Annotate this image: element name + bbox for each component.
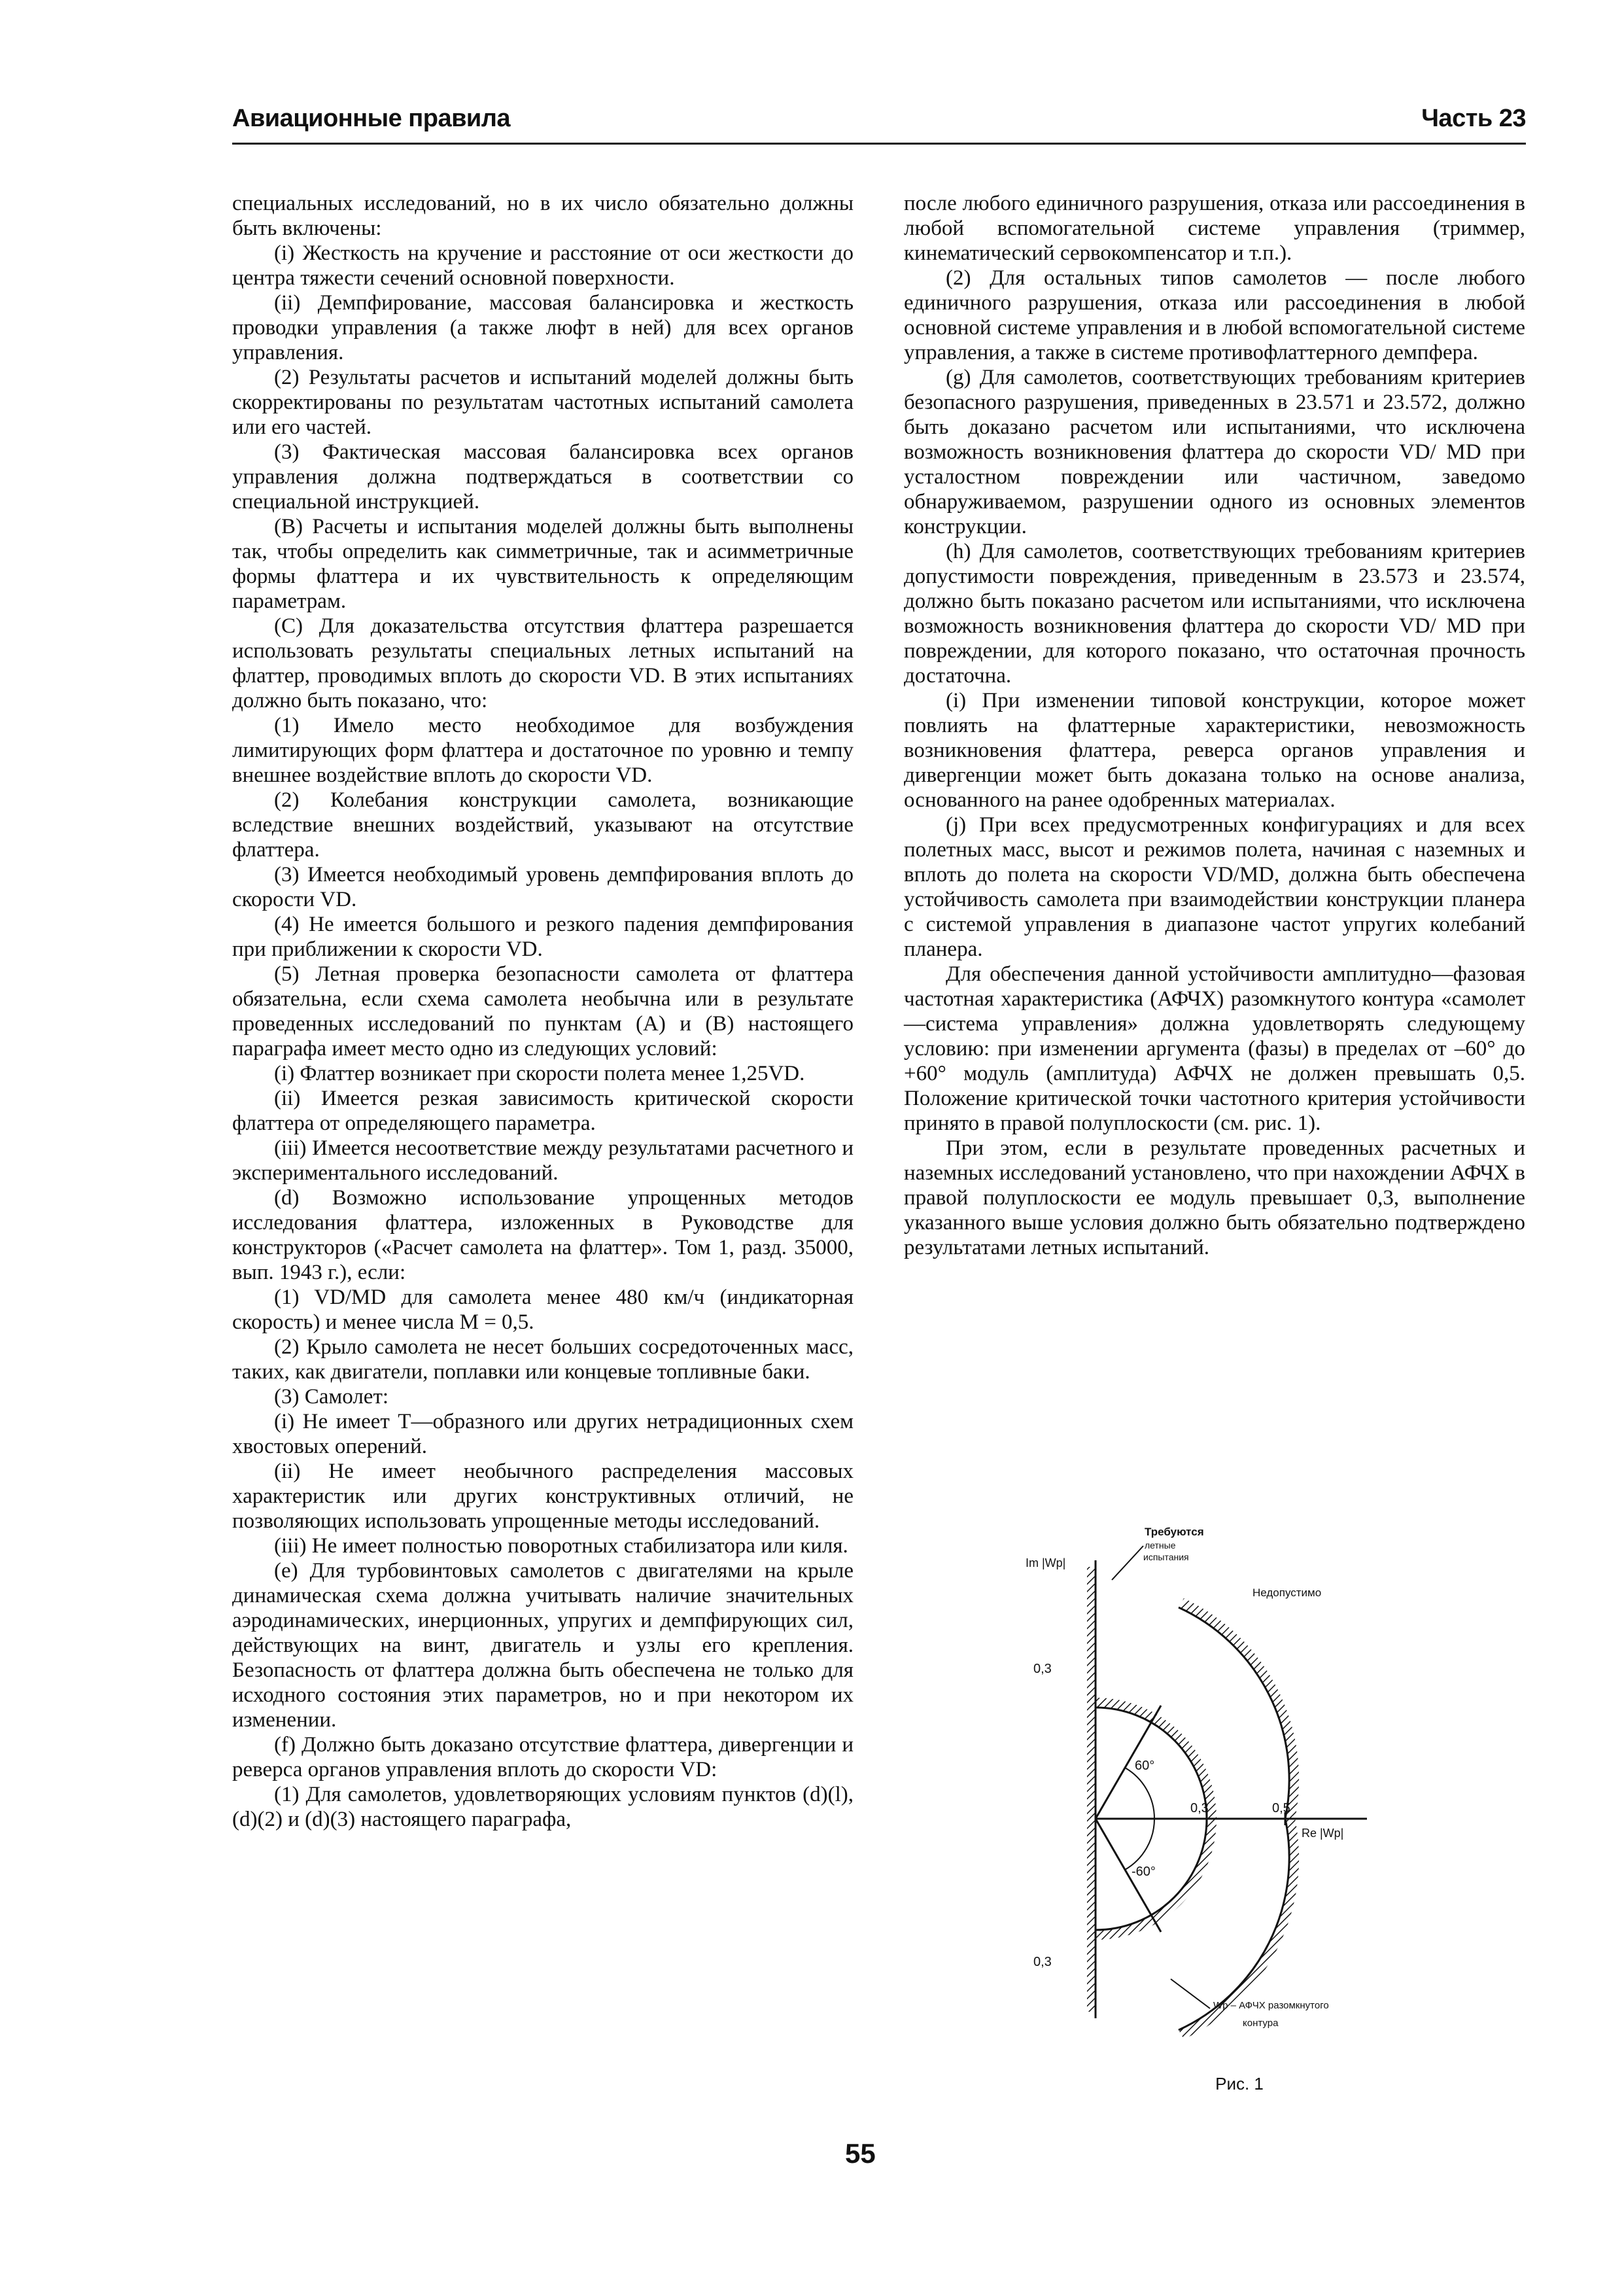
paragraph: (5) Летная проверка безопасности самолета от флаттера обязательна, если схема самолета необычна или в результате проведенных исследований по пунктам (A) и (B) настоящего параграфа имеет место одно из следующих условий:: [232, 962, 854, 1060]
paragraph: (i) Не имеет T—образного или других нетрадиционных схем хвостовых оперений.: [232, 1410, 854, 1458]
paragraph: (j) При всех предусмотренных конфигурациях и для всех полетных масс, высот и режимов полета, начиная с наземных и вплоть до полета на скорости VD/MD, должна быть обеспечена устойчивость самолета при взаимодействии конструкции планера с системой управления в диапазоне частот упругих колебаний планера.: [904, 813, 1525, 961]
paragraph: (3) Фактическая массовая балансировка всех органов управления должна подтверждаться в соответствии со специальной инструкцией.: [232, 440, 854, 514]
page-number: 55: [845, 2138, 876, 2169]
paragraph: (i) Жесткость на кручение и расстояние от оси жесткости до центра тяжести сечений основной поверхности.: [232, 241, 854, 290]
label-minus-60: -60°: [1132, 1865, 1156, 1879]
label-wp-1: Wр – АФЧХ разомкнутого: [1213, 2000, 1329, 2011]
paragraph: (d) Возможно использование упрощенных методов исследования флаттера, изложенных в Руководстве для конструкторов («Расчет самолета на флаттер». Том 1, разд. 35000, вып. 1943 г.), если:: [232, 1186, 854, 1284]
paragraph: (i) Флаттер возникает при скорости полета менее 1,25VD.: [274, 1062, 805, 1085]
label-0-3-lower: 0,3: [1033, 1955, 1052, 1969]
leader-required: [1112, 1546, 1143, 1580]
label-required-1: Требуются: [1145, 1526, 1204, 1538]
paragraph: Для обеспечения данной устойчивости амплитудно—фазовая частотная характеристика (АФЧХ) разомкнутого контура «самолет—система управления» должна удовлетворять следующему условию: при изменении аргумента (фазы) в пределах от –60° до +60° модуль (амплитуда) АФЧХ не должен превышать 0,5. Положение критической точки частотного критерия устойчивости принято в правой полуплоскости (см. рис. 1).: [904, 962, 1525, 1135]
running-header-title: Авиационные правила: [232, 105, 511, 132]
paragraph: (e) Для турбовинтовых самолетов с двигателями на крыле динамическая схема должна учитывать наличие значительных аэродинамических, инерционных, упругих и демпфирующих сил, действующих на винт, двигатель и узлы его крепления. Безопасность от флаттера должна быть обеспечена не только для исходного состояния этих параметров, но и при некотором их изменении.: [232, 1559, 854, 1732]
label-re-axis: Re |Wр|: [1302, 1827, 1344, 1840]
paragraph: (i) При изменении типовой конструкции, которое может повлиять на флаттерные характеристики, невозможность возникновения флаттера, реверса органов управления и дивергенции может быть доказана только на основе анализа, основанного на ранее одобренных материалах.: [904, 689, 1525, 812]
label-60: 60°: [1135, 1759, 1155, 1773]
paragraph: (ii) Не имеет необычного распределения массовых характеристик или других конструктивных отличий, не позволяющих использовать упрощенные методы исследований.: [232, 1460, 854, 1533]
paragraph: При этом, если в результате проведенных расчетных и наземных исследований установлено, что при нахождении АФЧХ в правой полуплоскости ее модуль превышает 0,3, выполнение указанного выше условия должно быть обязательно подтверждено результатами летных испытаний.: [904, 1136, 1525, 1259]
label-unacceptable: Недопустимо: [1253, 1586, 1322, 1599]
paragraph: (2) Колебания конструкции самолета, возникающие вследствие внешних воздействий, указывают на отсутствие флаттера.: [232, 788, 854, 862]
label-required-3: испытания: [1143, 1552, 1189, 1562]
paragraph: (3) Имеется необходимый уровень демпфирования вплоть до скорости VD.: [232, 863, 854, 911]
leader-wp: [1171, 1979, 1210, 2008]
paragraph: (2) Крыло самолета не несет больших сосредоточенных масс, таких, как двигатели, поплавки или концевые топливные баки.: [232, 1335, 854, 1384]
angle-arc-plus-60: [1125, 1768, 1154, 1819]
right-column: [904, 191, 1525, 1260]
label-0-3-upper: 0,3: [1033, 1662, 1052, 1676]
paragraph: (h) Для самолетов, соответствующих требованиям критериев допустимости повреждения, приведенным в 23.573 и 23.574, должно быть показано расчетом или испытаниями, что исключена возможность возникновения флаттера до скорости VD/ MD при повреждении, для которого показано, что остаточная прочность достаточна.: [904, 540, 1525, 688]
label-required-2: летные: [1145, 1540, 1176, 1550]
stability-diagram: [994, 1521, 1491, 2084]
paragraph: (g) Для самолетов, соответствующих требованиям критериев безопасного разрушения, приведенных в 23.571 и 23.572, должно быть доказано расчетом или испытаниями, что исключена возможность возникновения флаттера до скорости VD/ MD при усталостном повреждении или частичном, заведомо обнаруживаемом, разрушении одного из основных элементов конструкции.: [904, 366, 1525, 538]
paragraph: (iii) Имеется несоответствие между результатами расчетного и экспериментального исследований.: [232, 1136, 854, 1185]
axis-hatching: [1087, 1567, 1096, 2012]
angle-arc-minus-60: [1125, 1819, 1154, 1870]
paragraph: (3) Самолет:: [274, 1385, 389, 1409]
paragraph: (C) Для доказательства отсутствия флаттера разрешается использовать результаты специальных летных испытаний на флаттер, проводимых вплоть до скорости VD. В этих испытаниях должно быть показано, что:: [232, 614, 854, 712]
label-im-axis: Im |Wр|: [1026, 1556, 1066, 1569]
left-column: [232, 191, 854, 1832]
paragraph: (2) Результаты расчетов и испытаний моделей должны быть скорректированы по результатам частотных испытаний самолета или его частей.: [232, 366, 854, 439]
paragraph: (f) Должно быть доказано отсутствие флаттера, дивергенции и реверса органов управления вплоть до скорости VD:: [232, 1733, 854, 1781]
header-rule: [232, 143, 1526, 145]
label-0-5-axis: 0,5: [1272, 1801, 1290, 1815]
running-header-part: Часть 23: [1421, 105, 1526, 132]
paragraph: (2) Для остальных типов самолетов — после любого единичного разрушения, отказа или рассоединения в любой основной системе управления и в любой вспомогательной системе управления, а также в системе противофлаттерного демпфера.: [904, 266, 1525, 364]
paragraph: (1) Для самолетов, удовлетворяющих условиям пунктов (d)(l), (d)(2) и (d)(3) настоящего параграфа,: [232, 1783, 854, 1831]
paragraph: (iii) Не имеет полностью поворотных стабилизатора или киля.: [274, 1534, 848, 1558]
paragraph: (4) Не имеется большого и резкого падения демпфирования при приближении к скорости VD.: [232, 913, 854, 961]
paragraph: после любого единичного разрушения, отказа или рассоединения в любой вспомогательной системе управления (триммер, кинематический сервокомпенсатор и т.п.).: [904, 192, 1525, 265]
label-wp-2: контура: [1243, 2018, 1279, 2029]
paragraph: (ii) Имеется резкая зависимость критической скорости флаттера от определяющего параметра.: [232, 1087, 854, 1135]
paragraph: (B) Расчеты и испытания моделей должны быть выполнены так, чтобы определить как симметричные, так и асимметричные формы флаттера и их чувствительность к определяющим параметрам.: [232, 515, 854, 613]
label-0-3-axis: 0,3: [1190, 1801, 1209, 1815]
paragraph: (ii) Демпфирование, массовая балансировка и жесткость проводки управления (а также люфт в ней) для всех органов управления.: [232, 291, 854, 364]
figure-caption: Рис. 1: [1215, 2074, 1264, 2094]
paragraph: (1) Имело место необходимое для возбуждения лимитирующих форм флаттера и достаточное по уровню и темпу внешнее воздействие вплоть до скорости VD.: [232, 714, 854, 787]
paragraph: (1) VD/MD для самолета менее 480 км/ч (индикаторная скорость) и менее числа M = 0,5.: [232, 1286, 854, 1334]
paragraph: специальных исследований, но в их число обязательно должны быть включены:: [232, 192, 854, 240]
